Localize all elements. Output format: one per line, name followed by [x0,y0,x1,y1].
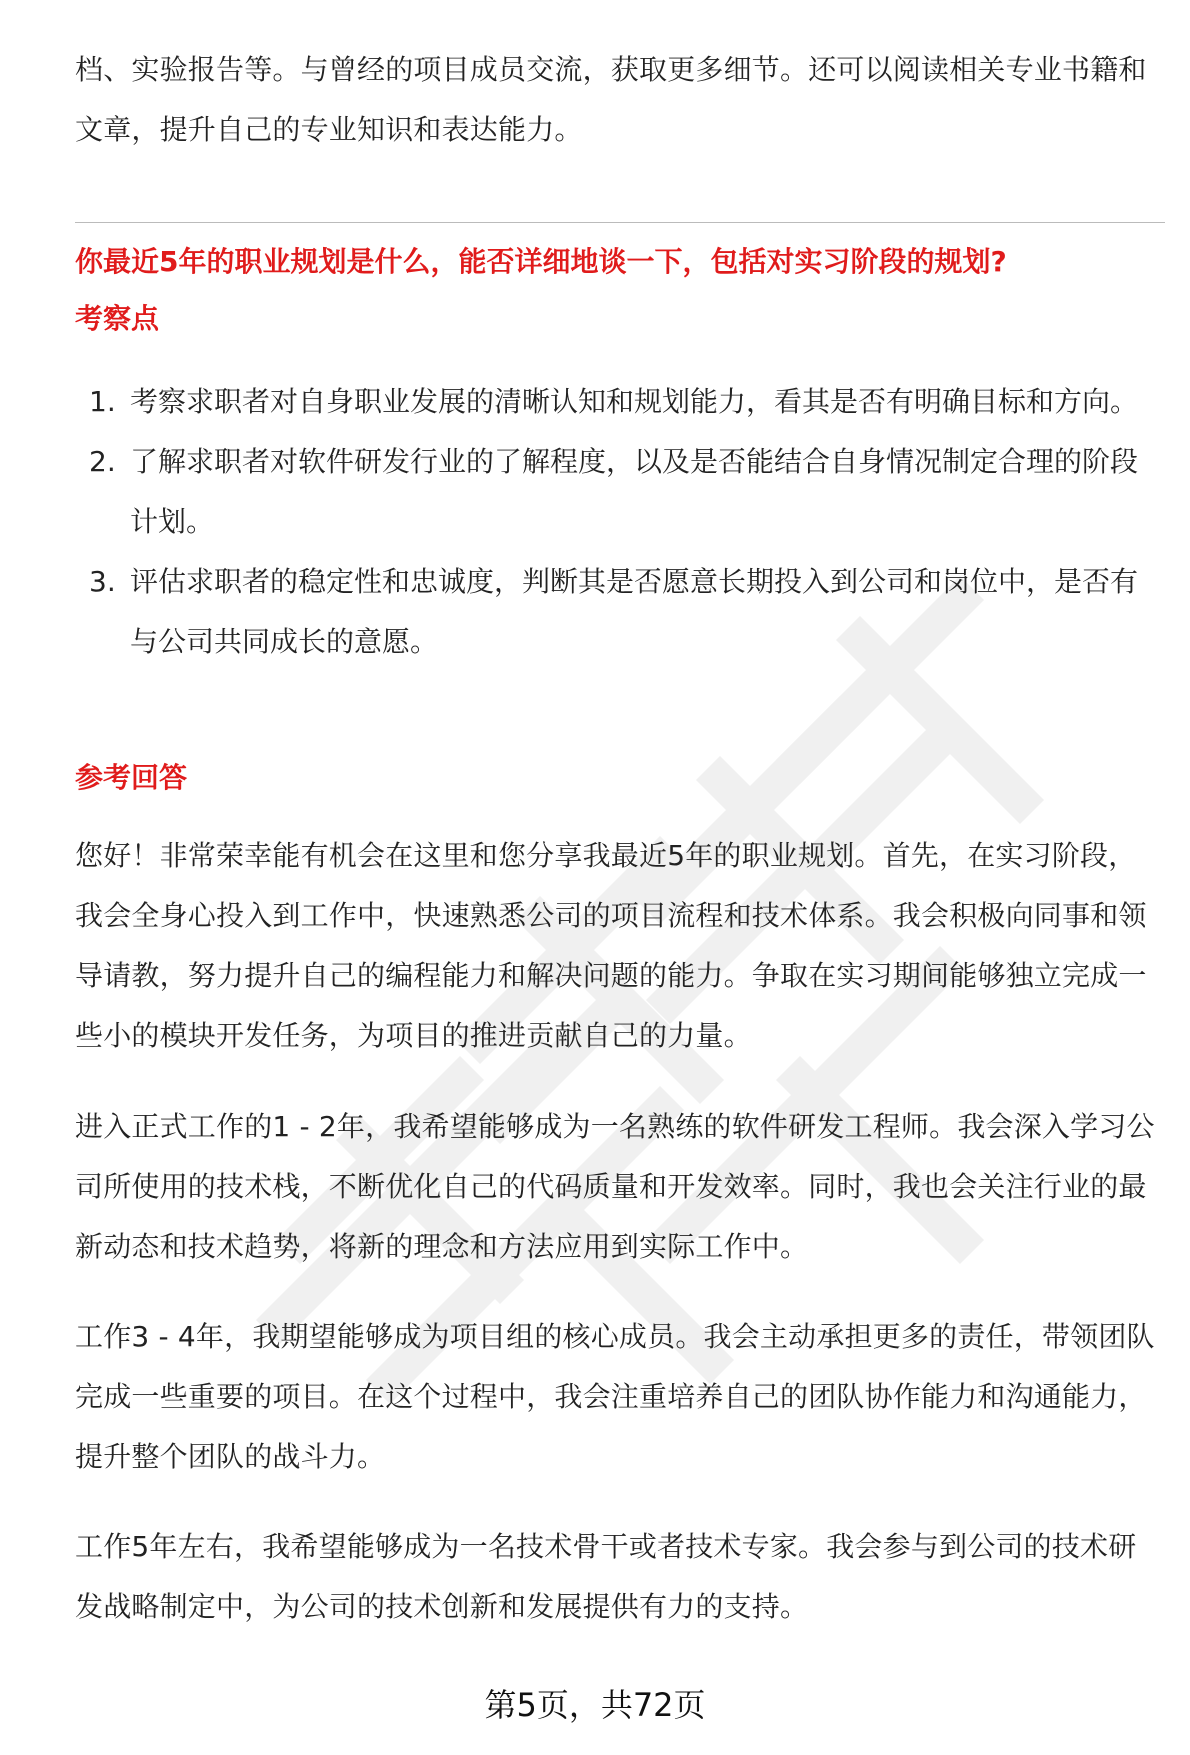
answer-paragraph: 您好！非常荣幸能有机会在这里和您分享我最近5年的职业规划。首先，在实习阶段，我会全身心投入到工作中，快速熟悉公司的项目流程和技术体系。我会积极向同事和领导请教，努力提升自己的编程能力和解决问题的能力。争取在实习期间能够独立完成一些小的模块开发任务，为项目的推进贡献自己的力量。 [75,839,1147,1052]
list-item-text: 了解求职者对软件研发行业的了解程度，以及是否能结合自身情况制定合理的阶段计划。 [130,445,1139,538]
list-item-number: 2. [89,445,116,478]
answer-heading: 参考回答 [75,761,188,794]
list-item-number: 3. [89,565,116,598]
document-page [75,0,1165,1755]
list-item-text: 考察求职者对自身职业发展的清晰认知和规划能力，看其是否有明确目标和方向。 [130,385,1139,418]
page-number-footer: 第5页，共72页 [484,1686,706,1724]
list-item [75,432,1160,552]
answer-paragraph: 工作5年左右，我希望能够成为一名技术骨干或者技术专家。我会参与到公司的技术研发战略制定中，为公司的技术创新和发展提供有力的支持。 [75,1530,1137,1623]
section-divider [75,222,1165,223]
answer-paragraph: 工作3 - 4年，我期望能够成为项目组的核心成员。我会主动承担更多的责任，带领团队完成一些重要的项目。在这个过程中，我会注重培养自己的团队协作能力和沟通能力，提升整个团队的战斗力。 [75,1320,1155,1473]
list-item [75,552,1160,672]
assessment-heading: 考察点 [75,302,160,335]
assessment-list [75,372,1165,672]
intro-paragraph: 档、实验报告等。与曾经的项目成员交流，获取更多细节。还可以阅读相关专业书籍和文章，提升自己的专业知识和表达能力。 [75,53,1147,146]
list-item-text: 评估求职者的稳定性和忠诚度，判断其是否愿意长期投入到公司和岗位中，是否有与公司共同成长的意愿。 [130,565,1139,658]
answer-paragraph: 进入正式工作的1 - 2年，我希望能够成为一名熟练的软件研发工程师。我会深入学习公司所使用的技术栈，不断优化自己的代码质量和开发效率。同时，我也会关注行业的最新动态和技术趋势，将新的理念和方法应用到实际工作中。 [75,1110,1155,1263]
list-item [75,372,1160,432]
question-heading: 你最近5年的职业规划是什么，能否详细地谈一下，包括对实习阶段的规划? [75,245,1007,278]
list-item-number: 1. [89,385,116,418]
